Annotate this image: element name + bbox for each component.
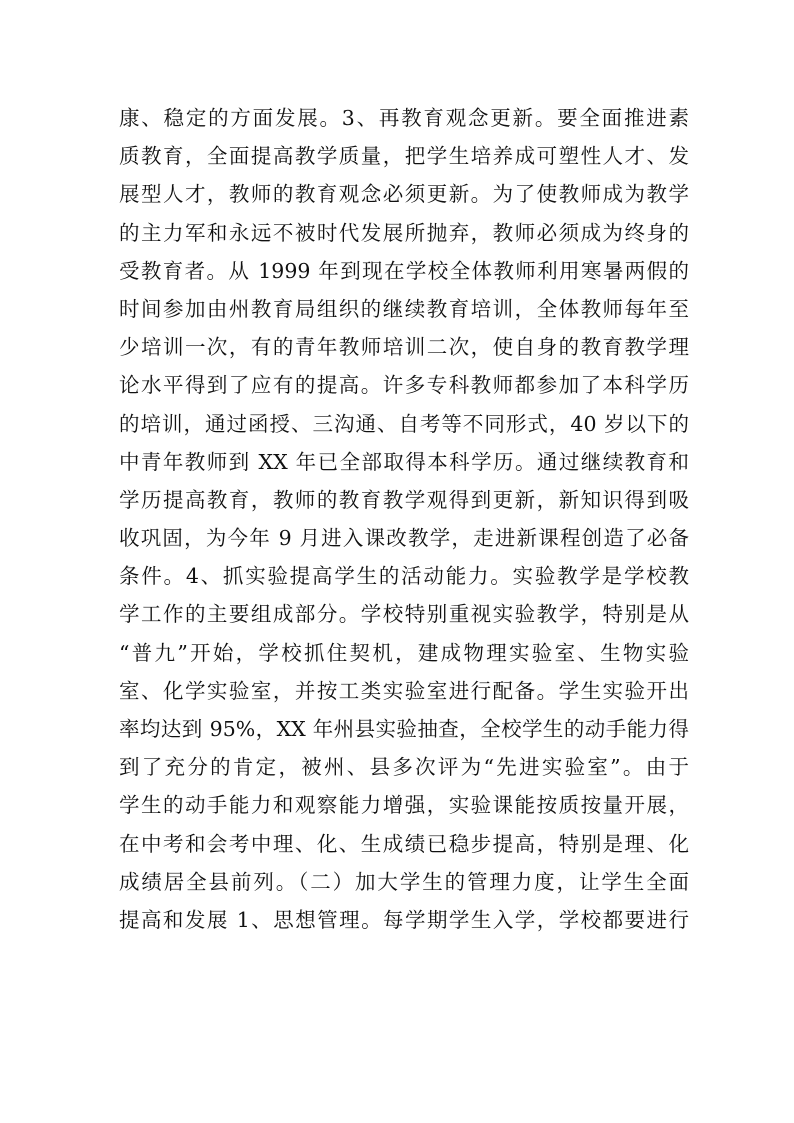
text-line-22: 提高和发展 1、思想管理。每学期学生入学，学校都要进行 [119, 907, 689, 932]
text-line-9: 的培训，通过函授、三沟通、自考等不同形式，40 岁以下的 [119, 411, 689, 436]
text-line-5: 受教育者。从 1999 年到现在学校全体教师利用寒暑两假的 [119, 258, 689, 283]
body-text [119, 99, 689, 939]
text-line-21: 成绩居全县前列。（二）加大学生的管理力度，让学生全面 [119, 869, 689, 894]
text-line-10: 中青年教师到 XX 年已全部取得本科学历。通过继续教育和 [119, 449, 689, 474]
text-line-12: 收巩固，为今年 9 月进入课改教学，走进新课程创造了必备 [119, 526, 689, 551]
text-line-17: 率均达到 95%，XX 年州县实验抽查，全校学生的动手能力得 [119, 717, 689, 741]
text-line-20: 在中考和会考中理、化、生成绩已稳步提高，特别是理、化 [119, 831, 689, 856]
text-line-15: “普九”开始，学校抓住契机，建成物理实验室、生物实验 [119, 640, 689, 665]
text-line-19: 学生的动手能力和观察能力增强，实验课能按质按量开展， [119, 793, 689, 818]
text-line-7: 少培训一次，有的青年教师培训二次，使自身的教育教学理 [119, 335, 689, 360]
text-line-14: 学工作的主要组成部分。学校特别重视实验教学，特别是从 [119, 602, 689, 627]
text-line-6: 时间参加由州教育局组织的继续教育培训，全体教师每年至 [119, 296, 689, 321]
text-line-16: 室、化学实验室，并按工类实验室进行配备。学生实验开出 [119, 678, 689, 703]
text-line-8: 论水平得到了应有的提高。许多专科教师都参加了本科学历 [119, 373, 689, 398]
text-line-18: 到了充分的肯定，被州、县多次评为“先进实验室”。由于 [119, 755, 689, 780]
text-line-11: 学历提高教育，教师的教育教学观得到更新，新知识得到吸 [119, 487, 689, 512]
text-line-1: 康、稳定的方面发展。3、再教育观念更新。要全面推进素 [119, 106, 689, 130]
text-line-13: 条件。4、抓实验提高学生的活动能力。实验教学是学校教 [119, 564, 689, 589]
text-line-2: 质教育，全面提高教学质量，把学生培养成可塑性人才、发 [119, 144, 689, 169]
text-line-3: 展型人才，教师的教育观念必须更新。为了使教师成为教学 [119, 182, 689, 207]
text-line-4: 的主力军和永远不被时代发展所抛弃，教师必须成为终身的 [119, 220, 689, 245]
